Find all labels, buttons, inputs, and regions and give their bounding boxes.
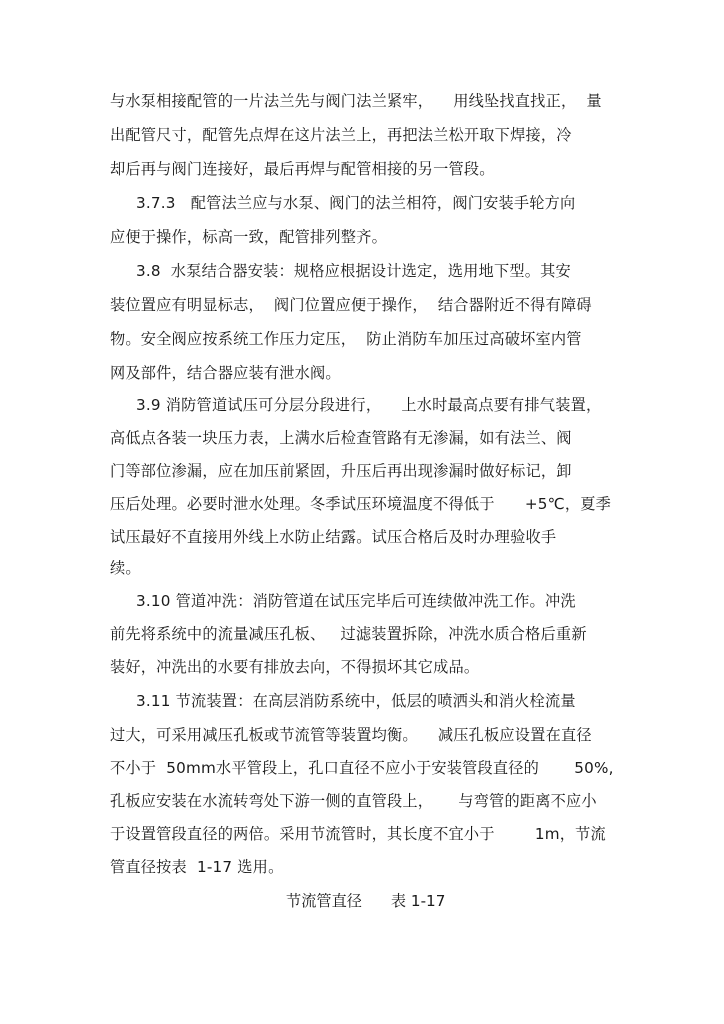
text-line-18: 装好，冲洗出的水要有排放去向，不得损坏其它成品。 [110, 658, 480, 676]
text-line-22: 孔板应安装在水流转弯处下游一侧的直管段上， 与弯管的距离不应小 [110, 792, 597, 810]
text-line-4: 3.7.3 配管法兰应与水泵、阀门的法兰相符，阀门安装手轮方向 [136, 194, 576, 212]
text-line-7: 装位置应有明显标志， 阀门位置应便于操作， 结合器附近不得有障碍 [110, 296, 592, 314]
text-line-9: 网及部件，结合器应装有泄水阀。 [110, 364, 341, 382]
text-line-3: 却后再与阀门连接好，最后再焊与配管相接的另一管段。 [110, 160, 495, 178]
text-line-13: 压后处理。必要时泄水处理。冬季试压环境温度不得低于 +5℃，夏季 [110, 495, 612, 513]
text-line-8: 物。安全阀应按系统工作压力定压， 防止消防车加压过高破坏室内管 [110, 330, 582, 348]
table-caption: 节流管直径 表 1-17 [286, 892, 446, 910]
text-line-23: 于设置管段直径的两倍。采用节流管时，其长度不宜小于 1m，节流 [110, 825, 606, 843]
text-line-2: 出配管尺寸，配管先点焊在这片法兰上，再把法兰松开取下焊接，冷 [110, 126, 572, 144]
text-line-1: 与水泵相接配管的一片法兰先与阀门法兰紧牢， 用线坠找直找正， 量 [110, 92, 602, 110]
text-line-16: 3.10 管道冲洗：消防管道在试压完毕后可连续做冲洗工作。冲洗 [136, 592, 576, 610]
text-line-11: 高低点各装一块压力表，上满水后检查管路有无渗漏，如有法兰、阀 [110, 429, 572, 447]
text-line-20: 过大，可采用减压孔板或节流管等装置均衡。 减压孔板应设置在直径 [110, 726, 592, 744]
text-line-5: 应便于操作，标高一致，配管排列整齐。 [110, 228, 387, 246]
text-line-14: 试压最好不直接用外线上水防止结露。试压合格后及时办理验收手 [110, 528, 557, 546]
text-line-12: 门等部位渗漏，应在加压前紧固，升压后再出现渗漏时做好标记，卸 [110, 462, 572, 480]
text-line-15: 续。 [110, 559, 141, 577]
text-line-10: 3.9 消防管道试压可分层分段进行， 上水时最高点要有排气装置， [136, 396, 602, 414]
text-line-19: 3.11 节流装置：在高层消防系统中，低层的喷洒头和消火栓流量 [136, 692, 576, 710]
text-line-21: 不小于 50mm水平管段上，孔口直径不应小于安装管段直径的 50%, [110, 759, 614, 777]
text-line-17: 前先将系统中的流量减压孔板、 过滤装置拆除，冲洗水质合格后重新 [110, 625, 587, 643]
text-line-24: 管直径按表 1-17 选用。 [110, 858, 284, 876]
text-line-6: 3.8 水泵结合器安装：规格应根据设计选定，选用地下型。其安 [136, 262, 571, 280]
